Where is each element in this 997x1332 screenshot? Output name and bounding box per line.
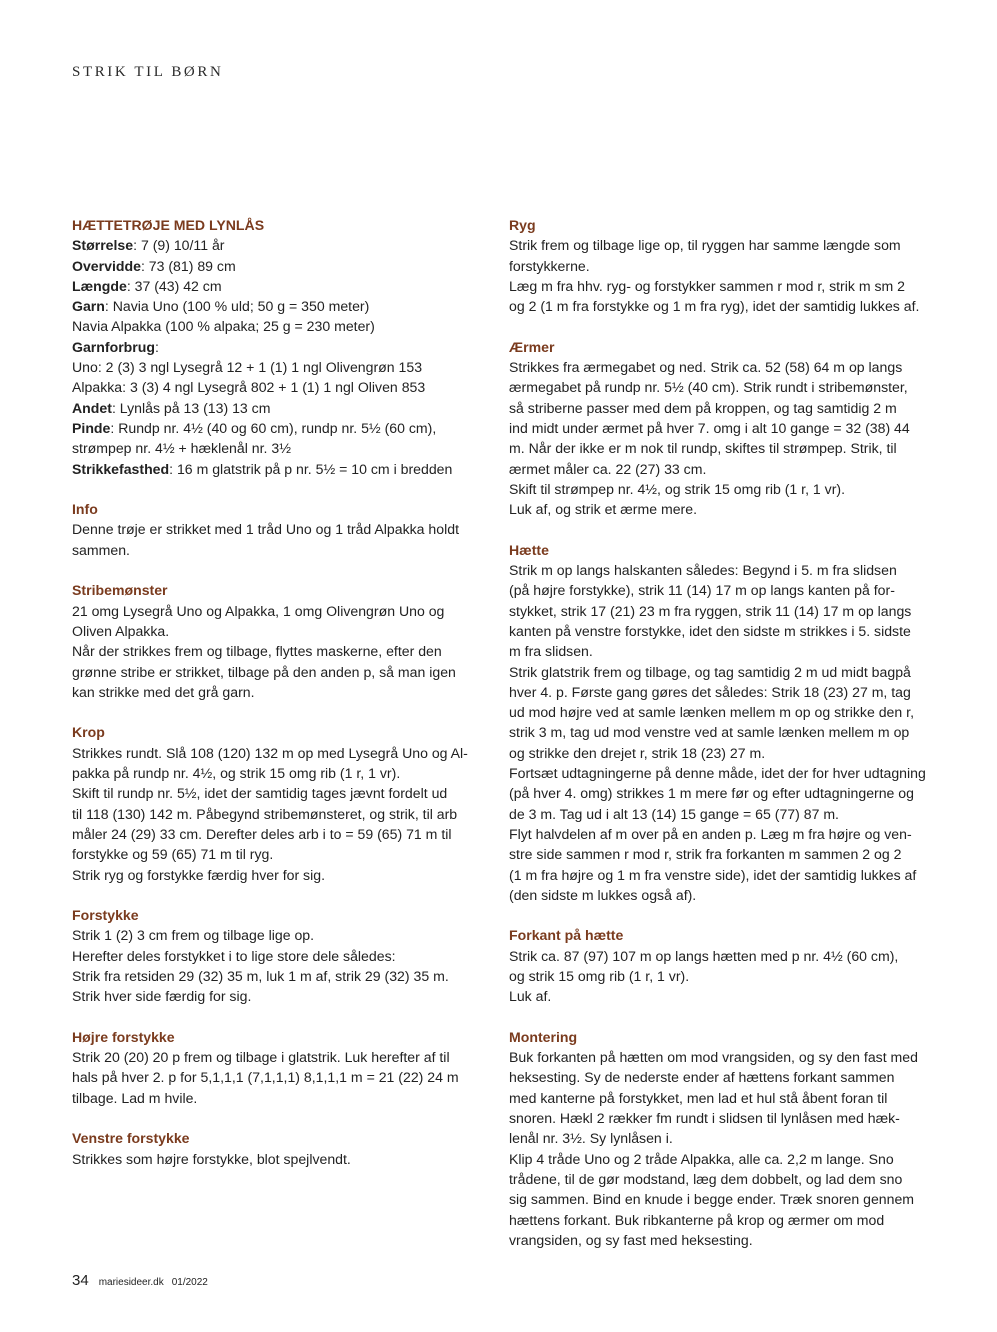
spec-line [72, 316, 490, 336]
body-line: m. Når der ikke er m nok til rundp, skiftes til strømpep. Strik, til [509, 440, 897, 457]
spec-value: Navia Alpakka (100 % alpaka; 25 g = 230 meter) [72, 318, 375, 335]
section-heading: Hætte [509, 541, 549, 558]
section-hojre-forstykke [72, 1027, 490, 1108]
body-line: (på hver 4. omg) strikkes 1 m mere før og efter udtagningerne og [509, 785, 914, 802]
section-ryg [509, 215, 934, 316]
section-forstykke [72, 905, 490, 1006]
section-heading: Ryg [509, 217, 536, 233]
body-line: (1 m fra højre og 1 m fra venstre side), idet der samtidig lukkes af [509, 866, 917, 883]
spec-line [72, 459, 490, 479]
body-line: Når der strikkes frem og tilbage, flyttes maskerne, efter den [72, 643, 442, 660]
body-line: kan strikke med det grå garn. [72, 683, 255, 700]
body-line: Klip 4 tråde Uno og 2 tråde Alpakka, alle ca. 2,2 m lange. Sno [509, 1150, 894, 1167]
section-krop [72, 722, 490, 884]
body-line: Skift til rundp nr. 5½, idet der samtidig tages jævnt fordelt ud [72, 785, 448, 802]
section-heading: Ærmer [509, 338, 555, 355]
section-montering [509, 1027, 934, 1250]
section-heading: Krop [72, 724, 105, 741]
body-line: måler 24 (29) 33 cm. Derefter deles arb i to = 59 (65) 71 m til [72, 825, 452, 842]
body-line: Strik glatstrik frem og tilbage, og tag samtidig 2 m ud midt bagpå [509, 663, 911, 680]
section-body [509, 560, 934, 905]
section-body [509, 946, 934, 1007]
body-line: Buk forkanten på hætten om mod vrangsiden, og sy den fast med [509, 1049, 918, 1066]
spec-line [72, 377, 490, 397]
section-heading: Stribemønster [72, 582, 168, 599]
section-body [72, 519, 490, 560]
section-heading: Info [72, 501, 98, 518]
body-line: Skift til strømpep nr. 4½, og strik 15 omg rib (1 r, 1 vr). [509, 480, 846, 497]
spec-line [72, 398, 490, 418]
spec-value: : Navia Uno (100 % uld; 50 g = 350 meter) [104, 298, 370, 315]
body-line: Strikkes som højre forstykke, blot spejlvendt. [72, 1150, 351, 1167]
left-column [72, 215, 490, 1169]
page-footer [72, 1272, 216, 1289]
body-line: hver 4. p. Første gang gøres det således: Strik 18 (23) 27 m, tag [509, 683, 911, 700]
spec-label: Længde [72, 277, 127, 294]
body-line: (den sidste m lukkes også af). [509, 886, 697, 903]
section-aermer [509, 337, 934, 520]
body-line: grønne stribe er strikket, tilbage på den anden p, så man igen [72, 663, 456, 680]
body-line: Strik frem og tilbage lige op, til ryggen har samme længde som [509, 237, 901, 254]
body-line: og 2 (1 m fra forstykke og 1 m fra ryg), idet der samtidig lukkes af. [509, 298, 920, 315]
body-line: og strik 15 omg rib (1 r, 1 vr). [509, 967, 690, 984]
spec-label: Andet [72, 399, 112, 416]
body-line: pakka på rundp nr. 4½, og strik 15 omg rib (1 r, 1 vr). [72, 765, 401, 782]
body-line: Strikkes fra ærmegabet og ned. Strik ca. 52 (58) 64 m op langs [509, 359, 903, 376]
body-line: sammen. [72, 541, 130, 558]
spec-value: : Lynlås på 13 (13) 13 cm [111, 399, 271, 416]
section-info [72, 499, 490, 560]
footer-issue: 01/2022 [171, 1277, 208, 1288]
section-body [509, 1047, 934, 1250]
body-line: tilbage. Lad m hvile. [72, 1089, 198, 1106]
body-line: trådene, til de gør modstand, læg dem dobbelt, og lad dem sno [509, 1170, 903, 1187]
body-line: ind midt under ærmet på hver 7. omg i alt 10 gange = 32 (38) 44 [509, 419, 910, 436]
body-line: Flyt halvdelen af m over på en anden p. Læg m fra højre og ven- [509, 825, 912, 842]
spec-value: : 7 (9) 10/11 år [133, 237, 225, 254]
spec-value: : 16 m glatstrik på p nr. 5½ = 10 cm i bredden [169, 460, 453, 477]
body-line: Strik m op langs halskanten således: Begynd i 5. m fra slidsen [509, 562, 897, 579]
page-header-title: STRIK TIL BØRN [72, 64, 224, 80]
spec-list [72, 235, 490, 479]
footer-site: mariesideer.dk [98, 1277, 164, 1288]
body-line: snoren. Hækl 2 rækker fm rundt i slidsen til lynlåsen med hæk- [509, 1110, 900, 1127]
spec-line [72, 256, 490, 276]
body-line: Strikkes rundt. Slå 108 (120) 132 m op med Lysegrå Uno og Al- [72, 744, 468, 761]
section-heading: Forstykke [72, 907, 139, 924]
spec-line [72, 418, 490, 438]
spec-line [72, 438, 490, 458]
body-line: (på højre forstykke), strik 11 (14) 17 m op langs kanten på for- [509, 582, 895, 599]
body-line: Strik 1 (2) 3 cm frem og tilbage lige op. [72, 927, 315, 944]
section-heading: Forkant på hætte [509, 927, 624, 944]
body-line: 21 omg Lysegrå Uno og Alpakka, 1 omg Olivengrøn Uno og [72, 602, 445, 619]
body-line: hættens forkant. Buk ribkanterne på krop og ærmer om mod [509, 1211, 885, 1228]
section-heading: Højre forstykke [72, 1028, 175, 1045]
spec-label: Størrelse [72, 237, 134, 254]
body-line: forstykke og 59 (65) 71 m til ryg. [72, 846, 274, 863]
right-column [509, 215, 934, 1250]
spec-line [72, 337, 490, 357]
section-heading: Montering [509, 1028, 578, 1045]
pattern-title: HÆTTETRØJE MED LYNLÅS [72, 217, 265, 233]
page-number: 34 [72, 1272, 89, 1289]
body-line: Strik ryg og forstykke færdig hver for sig. [72, 866, 325, 883]
section-body [72, 743, 490, 885]
body-line: og strikke den drejet r, strik 18 (23) 27 m. [509, 744, 766, 761]
section-haette [509, 540, 934, 905]
body-line: forstykkerne. [509, 257, 590, 274]
spec-value: : [155, 338, 159, 355]
spec-value: : 37 (43) 42 cm [126, 277, 222, 294]
section-intro [72, 215, 490, 479]
section-heading: Venstre forstykke [72, 1130, 190, 1147]
spec-label: Strikkefasthed [72, 460, 170, 477]
section-forkant [509, 925, 934, 1006]
section-body [509, 357, 934, 519]
spec-label: Garnforbrug [72, 338, 155, 355]
section-body [72, 1047, 490, 1108]
spec-line [72, 296, 490, 316]
body-line: strik 3 m, tag ud mod venstre ved at samle lænken mellem m op [509, 724, 910, 741]
section-body [72, 601, 490, 702]
body-line: Fortsæt udtagningerne på denne måde, idet der for hver udtagning [509, 765, 926, 782]
body-line: Oliven Alpakka. [72, 622, 170, 639]
body-line: hals på hver 2. p for 5,1,1,1 (7,1,1,1) 8,1,1,1 m = 21 (22) 24 m [72, 1069, 459, 1086]
body-line: stre side sammen r mod r, strik fra forkanten m sammen 2 og 2 [509, 846, 902, 863]
section-body [72, 925, 490, 1006]
body-line: Strik fra retsiden 29 (32) 35 m, luk 1 m af, strik 29 (32) 35 m. [72, 967, 449, 984]
body-line: ærmegabet på rundp nr. 5½ (40 cm). Strik rundt i stribemønster, [509, 379, 908, 396]
section-stribemonster [72, 580, 490, 702]
section-body [509, 235, 934, 316]
section-venstre-forstykke [72, 1128, 490, 1169]
body-line: Strik 20 (20) 20 p frem og tilbage i glatstrik. Luk herefter af til [72, 1049, 450, 1066]
body-line: ærmet måler ca. 22 (27) 33 cm. [509, 460, 707, 477]
spec-value: strømpep nr. 4½ + hæklenål nr. 3½ [72, 440, 291, 457]
spec-label: Garn [72, 298, 105, 315]
body-line: så striberne passer med dem på kroppen, og tag samtidig 2 m [509, 399, 897, 416]
body-line: Luk af, og strik et ærme mere. [509, 501, 697, 518]
body-line: Strik ca. 87 (97) 107 m op langs hætten med p nr. 4½ (60 cm), [509, 947, 899, 964]
spec-value: : Rundp nr. 4½ (40 og 60 cm), rundp nr. 5½ (60 cm), [110, 419, 437, 436]
body-line: m fra slidsen. [509, 643, 593, 660]
body-line: lenål nr. 3½. Sy lynlåsen i. [509, 1130, 673, 1147]
body-line: Luk af. [509, 988, 552, 1005]
body-line: Denne trøje er strikket med 1 tråd Uno og 1 tråd Alpakka holdt [72, 521, 459, 538]
body-line: Herefter deles forstykket i to lige store dele således: [72, 947, 396, 964]
body-line: heksesting. Sy de nederste ender af hættens forkant sammen [509, 1069, 895, 1086]
spec-value: : 73 (81) 89 cm [140, 257, 236, 274]
spec-label: Pinde [72, 419, 111, 436]
body-line: de 3 m. Tag ud i alt 13 (14) 15 gange = 65 (77) 87 m. [509, 805, 839, 822]
spec-value: Alpakka: 3 (3) 4 ngl Lysegrå 802 + 1 (1) 1 ngl Oliven 853 [72, 379, 426, 396]
section-body [72, 1149, 490, 1169]
body-line: kanten på venstre forstykke, idet den sidste m strikkes i 5. sidste [509, 622, 911, 639]
spec-line [72, 235, 490, 255]
spec-line [72, 276, 490, 296]
body-line: med kanterne på forstykket, men lad et hul stå åbent foran til [509, 1089, 888, 1106]
body-line: ud mod højre ved at samle lænken mellem m op og strikke den r, [509, 704, 914, 721]
body-line: Strik hver side færdig for sig. [72, 988, 252, 1005]
spec-label: Overvidde [72, 257, 141, 274]
body-line: Læg m fra hhv. ryg- og forstykker sammen r mod r, strik m sm 2 [509, 277, 906, 294]
body-line: til 118 (130) 142 m. Påbegynd stribemønsteret, og strik, til arb [72, 805, 458, 822]
body-line: vrangsiden, og sy fast med heksesting. [509, 1231, 753, 1248]
spec-line [72, 357, 490, 377]
spec-value: Uno: 2 (3) 3 ngl Lysegrå 12 + 1 (1) 1 ngl Olivengrøn 153 [72, 359, 423, 376]
body-line: sig sammen. Bind en knude i begge ender. Træk snoren gennem [509, 1191, 915, 1208]
body-line: stykket, strik 17 (21) 23 m fra ryggen, strik 11 (14) 17 m op langs [509, 602, 912, 619]
